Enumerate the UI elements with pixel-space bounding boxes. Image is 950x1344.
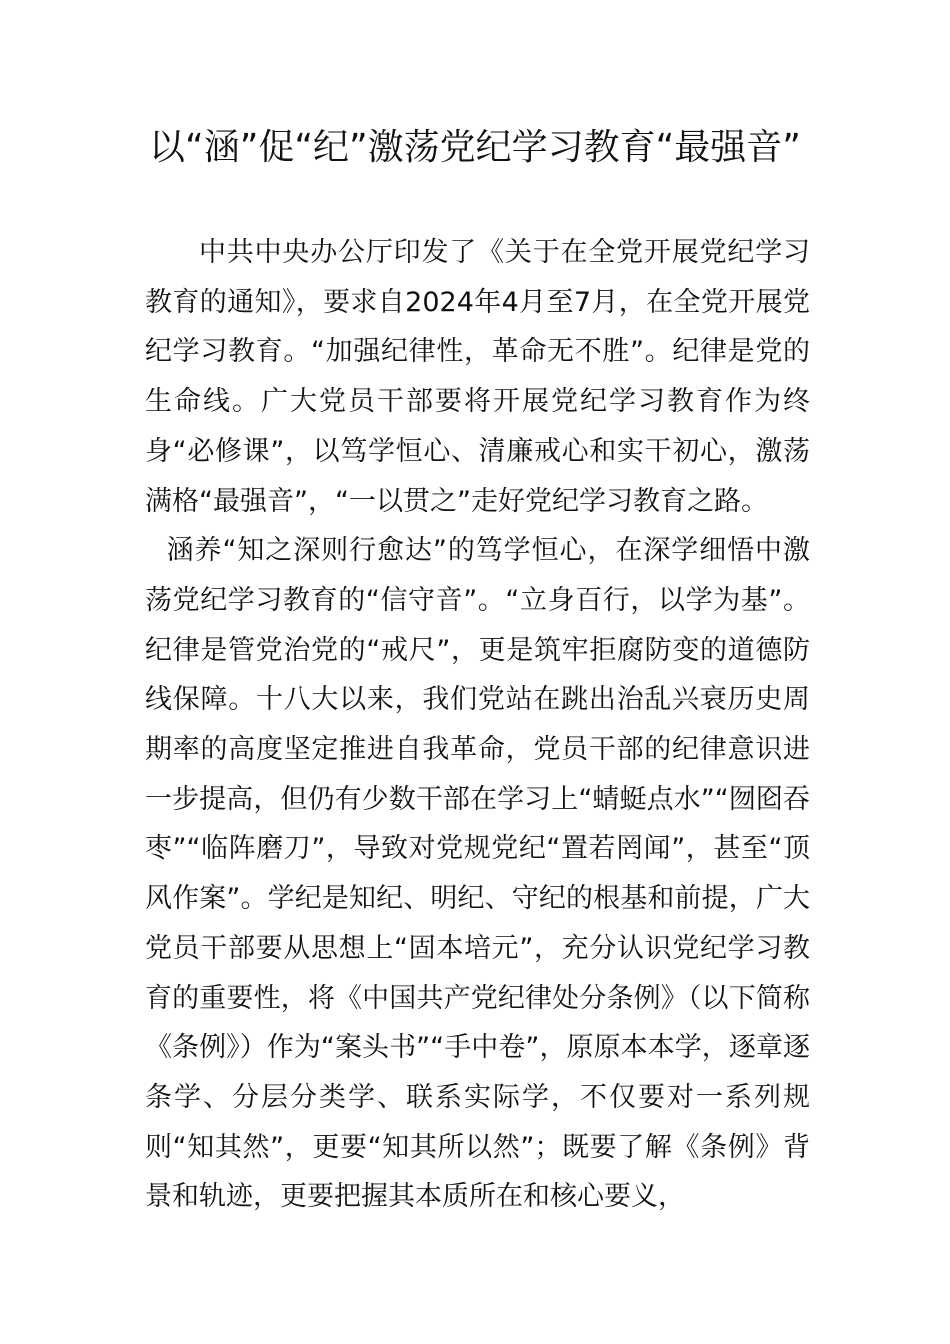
document-title: 以“涵”促“纪”激荡党纪学习教育“最强音” (149, 127, 801, 168)
paragraph-1: 中共中央办公厅印发了《关于在全党开展党纪学习教育的通知》，要求自2024年4月至7月，在全党开展党纪学习教育。“加强纪律性，革命无不胜”。纪律是党的生命线。广大党员干部要将开展党纪学习教育作为终身“必修课”，以笃学恒心、清廉戒心和实干初心，激荡满格“最强音”，“一以贯之”走好党纪学习教育之路。 (145, 237, 810, 517)
document-body (145, 228, 810, 1222)
paragraph-2: 涵养“知之深则行愈达”的笃学恒心，在深学细悟中激荡党纪学习教育的“信守音”。“立身百行，以学为基”。纪律是管党治党的“戒尺”，更是筑牢拒腐防变的道德防线保障。十八大以来，我们党站在跳出治乱兴衰历史周期率的高度坚定推进自我革命，党员干部的纪律意识进一步提高，但仍有少数干部在学习上“蜻蜓点水”“囫囵吞枣”“临阵磨刀”，导致对党规党纪“置若罔闻”，甚至“顶风作案”。学纪是知纪、明纪、守纪的根基和前提，广大党员干部要从思想上“固本培元”，充分认识党纪学习教育的重要性，将《中国共产党纪律处分条例》（以下简称《条例》）作为“案头书”“手中卷”，原原本本学，逐章逐条学、分层分类学、联系实际学，不仅要对一系列规则“知其然”，更要“知其所以然”；既要了解《条例》背景和轨迹，更要把握其本质所在和核心要义， (145, 535, 810, 1213)
